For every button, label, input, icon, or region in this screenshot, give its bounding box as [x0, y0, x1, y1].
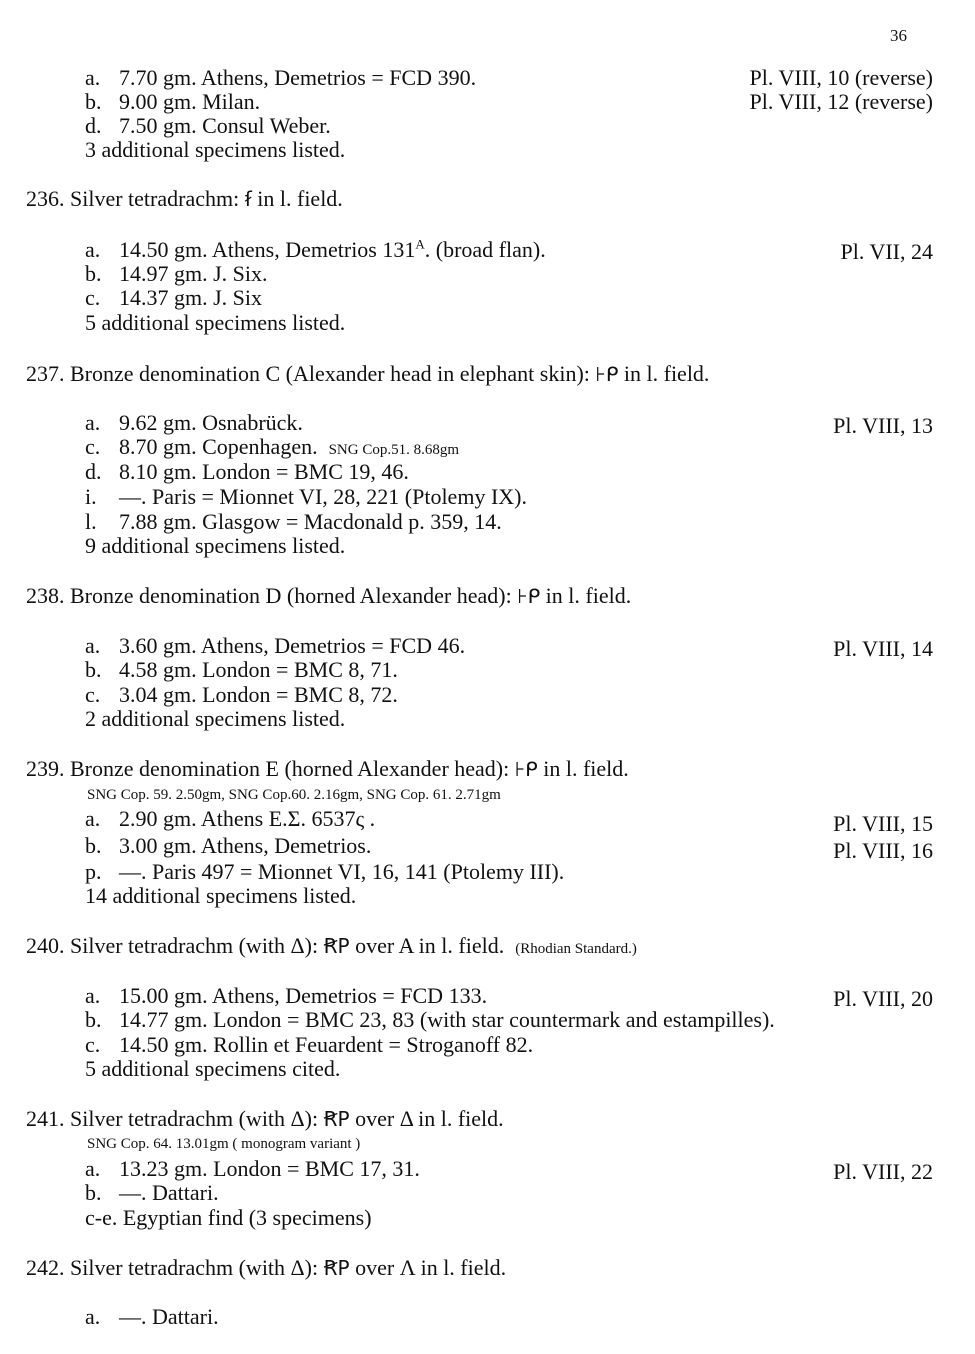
entry-heading — [26, 1256, 506, 1280]
specimen-label: a. — [85, 1304, 101, 1329]
entry-number: 239. — [26, 756, 65, 781]
specimen-text: 3.60 gm. Athens, Demetrios = FCD 46. — [119, 633, 466, 658]
specimen-text: 14.77 gm. London = BMC 23, 83 (with star countermark and estampilles). — [119, 1007, 775, 1032]
entry-title-end: in l. field. — [545, 583, 632, 608]
specimen-line — [85, 90, 260, 114]
monogram-icon: ⊦ᑭ — [517, 584, 541, 608]
specimen-line — [85, 860, 564, 884]
entry-title-mid: over — [355, 1106, 395, 1131]
sng-note: SNG Cop.51. 8.68gm — [328, 442, 460, 458]
specimen-label: c. — [85, 285, 101, 310]
specimen-line — [85, 114, 331, 138]
specimen-text: 14.50 gm. Rollin et Feuardent = Stroganoff 82. — [119, 1032, 534, 1057]
specimen-line — [85, 262, 268, 286]
specimen-text: —. Dattari. — [119, 1304, 219, 1329]
specimen-line — [85, 435, 459, 462]
specimen-text: 9.62 gm. Osnabrück. — [119, 410, 303, 435]
entry-number: 236. — [26, 186, 65, 211]
entry-number: 241. — [26, 1106, 65, 1131]
specimen-label: a. — [85, 633, 101, 658]
specimen-text: 7.88 gm. Glasgow = Macdonald p. 359, 14. — [119, 509, 502, 534]
specimen-label: d. — [85, 113, 102, 138]
entry-title-end: in l. field. — [623, 361, 710, 386]
specimen-label: a. — [85, 1156, 101, 1181]
specimen-label: a. — [85, 410, 101, 435]
specimen-line — [85, 485, 527, 509]
specimen-text: Egyptian find (3 specimens) — [122, 1205, 372, 1230]
specimen-text: 3.04 gm. London = BMC 8, 72. — [119, 682, 398, 707]
plate-ref: Pl. VIII, 16 — [833, 838, 933, 863]
specimen-label: a. — [85, 983, 101, 1008]
additional-specimens: 5 additional specimens cited. — [85, 1056, 341, 1081]
entry-title: Silver tetradrachm (with Δ): — [70, 1255, 319, 1280]
specimen-label: i. — [85, 484, 97, 509]
page-number: 36 — [890, 26, 907, 45]
specimen-line — [85, 460, 409, 484]
specimen-label: b. — [85, 89, 102, 114]
specimen-line — [85, 411, 303, 435]
additional-specimens: 9 additional specimens listed. — [85, 533, 346, 558]
specimen-line — [85, 238, 546, 262]
entry-heading — [26, 362, 709, 386]
specimen-text: 8.10 gm. London = BMC 19, 46. — [119, 459, 409, 484]
specimen-text: 9.00 gm. Milan. — [119, 89, 261, 114]
specimen-text: 14.50 gm. Athens, Demetrios 131 — [119, 237, 416, 262]
specimen-label: b. — [85, 1180, 102, 1205]
specimen-text: 15.00 gm. Athens, Demetrios = FCD 133. — [119, 983, 488, 1008]
specimen-line — [85, 1206, 372, 1230]
specimen-label: c. — [85, 1032, 101, 1057]
specimen-line — [85, 1008, 775, 1032]
plate-ref: Pl. VII, 24 — [840, 239, 933, 264]
entry-title-mid: over — [355, 933, 395, 958]
entry-title: Bronze denomination C (Alexander head in elephant skin): — [70, 361, 590, 386]
monogram-icon: ꞦP — [323, 934, 350, 958]
specimen-text: 8.70 gm. Copenhagen. — [119, 434, 318, 459]
entry-title-end: in l. field. — [543, 756, 629, 781]
specimen-label: p. — [85, 859, 102, 884]
specimen-line — [85, 683, 398, 707]
specimen-label: c. — [85, 434, 101, 459]
specimen-text: —. Paris = Mionnet VI, 28, 221 (Ptolemy IX). — [119, 484, 527, 509]
entry-number: 242. — [26, 1255, 65, 1280]
specimen-line — [85, 1305, 219, 1329]
entry-title: Silver tetradrachm (with Δ): — [70, 1106, 319, 1131]
specimen-label: c-e. — [85, 1205, 118, 1230]
specimen-line — [85, 510, 502, 534]
specimen-label: c. — [85, 682, 101, 707]
sng-note: SNG Cop. 64. 13.01gm ( monogram variant ) — [87, 1136, 361, 1152]
entry-title: Bronze denomination E (horned Alexander head): — [70, 756, 510, 781]
specimen-text: 13.23 gm. London = BMC 17, 31. — [119, 1156, 420, 1181]
entry-heading — [26, 757, 629, 781]
monogram-icon: ẜ — [244, 187, 252, 211]
entry-title: Bronze denomination D (horned Alexander head): — [70, 583, 512, 608]
entry-title: Silver tetradrachm (with Δ): — [70, 933, 319, 958]
plate-ref: Pl. VIII, 14 — [833, 636, 933, 661]
specimen-label: d. — [85, 459, 102, 484]
monogram-icon: ⊦ᑭ — [514, 757, 538, 781]
specimen-text: 2.90 gm. Athens E.Σ. 6537ς . — [119, 806, 376, 831]
specimen-label: a. — [85, 65, 101, 90]
specimen-line — [85, 807, 375, 831]
specimen-line — [85, 286, 262, 310]
specimen-line — [85, 634, 465, 658]
entry-number: 237. — [26, 361, 65, 386]
monogram-icon: ⊦ᑭ — [595, 362, 619, 386]
specimen-line — [85, 66, 476, 90]
specimen-label: b. — [85, 1007, 102, 1032]
specimen-text: 7.50 gm. Consul Weber. — [119, 113, 331, 138]
entry-title-end: in l. field. — [257, 186, 343, 211]
specimen-text: 4.58 gm. London = BMC 8, 71. — [119, 657, 398, 682]
specimen-label: a. — [85, 806, 101, 831]
specimen-label: b. — [85, 657, 102, 682]
specimen-text: 7.70 gm. Athens, Demetrios = FCD 390. — [119, 65, 477, 90]
monogram-icon: ꞦP — [323, 1107, 350, 1131]
entry-heading — [26, 934, 637, 961]
specimen-label: b. — [85, 261, 102, 286]
specimen-line — [85, 984, 487, 1008]
plate-ref: Pl. VIII, 15 — [833, 811, 933, 836]
entry-title-end: in l. field. — [418, 933, 505, 958]
specimen-text: 14.97 gm. J. Six. — [119, 261, 268, 286]
over-letter: A — [398, 933, 414, 958]
specimen-line — [85, 834, 371, 858]
entry-number: 240. — [26, 933, 65, 958]
specimen-text: —. Paris 497 = Mionnet VI, 16, 141 (Ptolemy III). — [119, 859, 565, 884]
entry-title-end: in l. field. — [420, 1255, 507, 1280]
over-letter: Λ — [399, 1255, 416, 1280]
specimen-line — [85, 658, 398, 682]
superscript: A — [415, 236, 425, 252]
entry-title-mid: over — [355, 1255, 395, 1280]
sng-note: SNG Cop. 59. 2.50gm, SNG Cop.60. 2.16gm, SNG Cop. 61. 2.71gm — [87, 787, 501, 803]
entry-heading — [26, 1107, 504, 1131]
entry-title-end: in l. field. — [418, 1106, 504, 1131]
monogram-icon: ꞦP — [323, 1256, 350, 1280]
specimen-label: l. — [85, 509, 97, 534]
plate-ref: Pl. VIII, 10 (reverse) — [749, 65, 933, 90]
specimen-text: 14.37 gm. J. Six — [119, 285, 263, 310]
over-letter: Δ — [399, 1106, 413, 1131]
entry-heading — [26, 584, 631, 608]
specimen-text: —. Dattari. — [119, 1180, 219, 1205]
specimen-text-end: . (broad flan). — [424, 237, 546, 262]
entry-title: Silver tetradrachm: — [70, 186, 240, 211]
plate-ref: Pl. VIII, 22 — [833, 1159, 933, 1184]
specimen-line — [85, 1157, 420, 1181]
additional-specimens: 3 additional specimens listed. — [85, 137, 346, 162]
specimen-label: b. — [85, 833, 102, 858]
plate-ref: Pl. VIII, 12 (reverse) — [749, 89, 933, 114]
additional-specimens: 14 additional specimens listed. — [85, 883, 357, 908]
specimen-line — [85, 1033, 533, 1057]
additional-specimens: 2 additional specimens listed. — [85, 706, 346, 731]
specimen-text: 3.00 gm. Athens, Demetrios. — [119, 833, 372, 858]
specimen-label: a. — [85, 237, 101, 262]
entry-heading — [26, 187, 343, 211]
specimen-line — [85, 1181, 219, 1205]
plate-ref: Pl. VIII, 13 — [833, 413, 933, 438]
title-note: (Rhodian Standard.) — [515, 941, 637, 957]
entry-number: 238. — [26, 583, 65, 608]
plate-ref: Pl. VIII, 20 — [833, 986, 933, 1011]
additional-specimens: 5 additional specimens listed. — [85, 310, 346, 335]
